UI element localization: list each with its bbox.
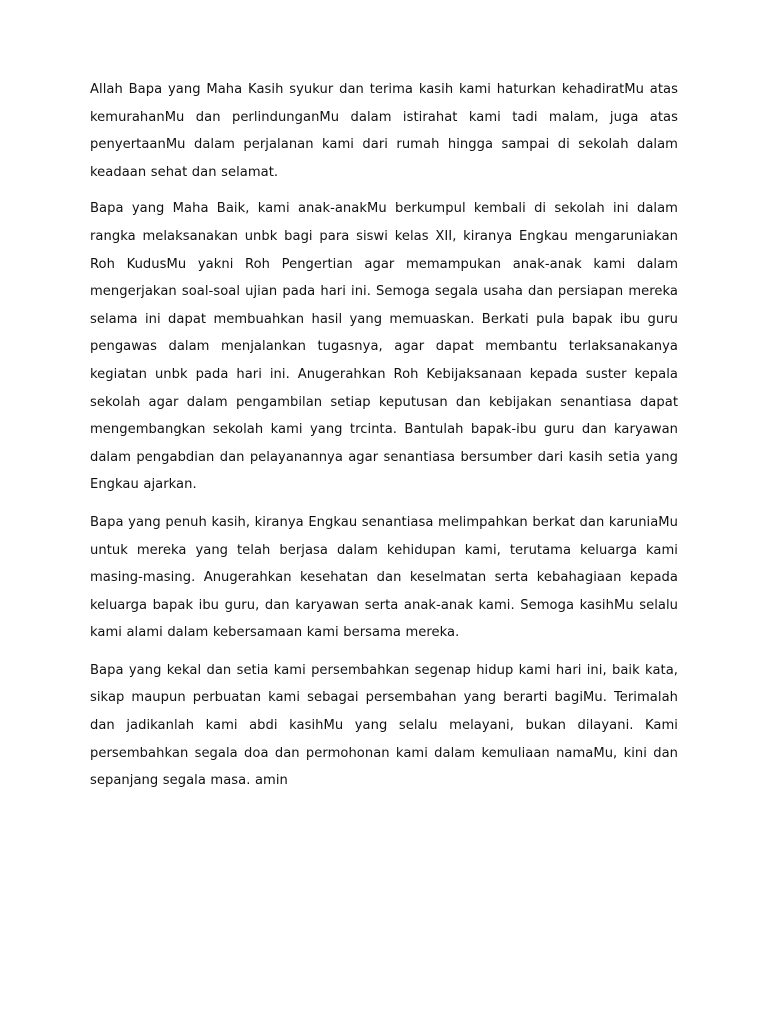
document-body xyxy=(90,76,678,805)
paragraph-opening-thanksgiving: Allah Bapa yang Maha Kasih syukur dan terima kasih kami haturkan kehadiratMu atas kemurahanMu dan perlindunganMu dalam istirahat kami tadi malam, juga atas penyertaanMu dalam perjalanan kami dari rumah hingga sampai di sekolah dalam keadaan sehat dan selamat. xyxy=(90,82,678,180)
paragraph-family-blessing: Bapa yang penuh kasih, kiranya Engkau senantiasa melimpahkan berkat dan karuniaMu untuk mereka yang telah berjasa dalam kehidupan kami, terutama keluarga kami masing-masing. Anugerahkan kesehatan dan keselmatan serta kebahagiaan kepada keluarga bapak ibu guru, dan karyawan serta anak-anak kami. Semoga kasihMu selalu kami alami dalam kebersamaan kami bersama mereka. xyxy=(90,514,678,641)
paragraph-exam-intercession: Bapa yang Maha Baik, kami anak-anakMu berkumpul kembali di sekolah ini dalam rangka melaksanakan unbk bagi para siswi kelas XII, kiranya Engkau mengaruniakan Roh KudusMu yakni Roh Pengertian agar memampukan anak-anak kami dalam mengerjakan soal-soal ujian pada hari ini. Semoga segala usaha dan persiapan mereka selama ini dapat membuahkan hasil yang memuaskan. Berkati pula bapak ibu guru pengawas dalam menjalankan tugasnya, agar dapat membantu terlaksanakanya kegiatan unbk pada hari ini. Anugerahkan Roh Kebijaksanaan kepada suster kepala sekolah agar dalam pengambilan setiap keputusan dan kebijakan senantiasa dapat mengembangkan sekolah kami yang trcinta. Bantulah bapak-ibu guru dan karyawan dalam pengabdian dan pelayanannya agar senantiasa bersumber dari kasih setia yang Engkau ajarkan. xyxy=(90,201,678,493)
paragraph-closing-offering: Bapa yang kekal dan setia kami persembahkan segenap hidup kami hari ini, baik kata, sikap maupun perbuatan kami sebagai persembahan yang berarti bagiMu. Terimalah dan jadikanlah kami abdi kasihMu yang selalu melayani, bukan dilayani. Kami persembahkan segala doa dan permohonan kami dalam kemuliaan namaMu, kini dan sepanjang segala masa. amin xyxy=(90,662,678,789)
